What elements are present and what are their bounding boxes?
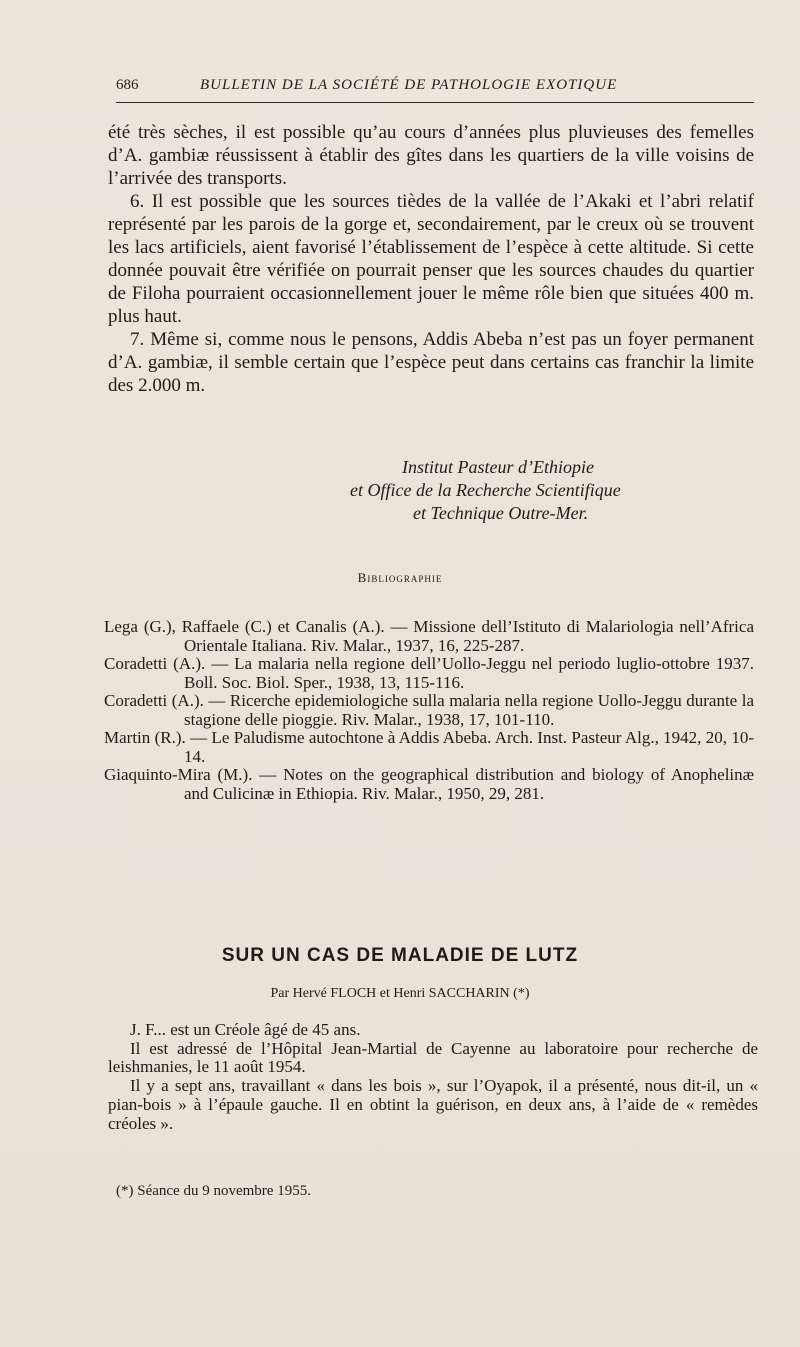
footnote: (*) Séance du 9 novembre 1955. xyxy=(116,1183,311,1199)
signature-line: Institut Pasteur d’Ethiopie xyxy=(402,457,594,477)
paragraph-6: 6. Il est possible que les sources tièdes de la vallée de l’Akaki et l’abri relatif représenté par les parois de la gorge et, secondairement, par le creux où se trouvent les lacs artificiels, aient favorisé l’établissement de l’espèce à cette altitude. Si cette donnée pouvait être vérifiée on pourrait penser que les sources chaudes du quartier de Filoha pourraient occasionnellement jouer le même rôle bien que situées 400 m. plus haut. xyxy=(108,191,754,327)
main-text xyxy=(108,121,754,397)
signature-line: et Office de la Recherche Scientifique xyxy=(350,480,621,500)
bibliography-entry: Coradetti (A.). — La malaria nella regione dell’Uollo-Jeggu nel periodo luglio-ottobre 1937. Boll. Soc. Biol. Sper., 1938, 13, 115-116. xyxy=(104,654,754,692)
paragraph-7: 7. Même si, comme nous le pensons, Addis Abeba n’est pas un foyer permanent d’A. gambiæ, il semble certain que l’espèce peut dans certains cas franchir la limite des 2.000 m. xyxy=(108,329,754,396)
article-paragraph: Il y a sept ans, travaillant « dans les bois », sur l’Oyapok, il a présenté, nous dit-il, un « pian-bois » à l’épaule gauche. Il en obtint la guérison, en deux ans, à l’aide de « remèdes créoles ». xyxy=(108,1076,758,1133)
bibliography-list xyxy=(104,618,754,803)
article-title: SUR UN CAS DE MALADIE DE LUTZ xyxy=(221,945,579,966)
bibliography-entry: Coradetti (A.). — Ricerche epidemiologiche sulla malaria nella regione Uollo-Jeggu durante la stagione delle pioggie. Riv. Malar., 1938, 17, 101-110. xyxy=(104,691,754,729)
bibliography-entry: Lega (G.), Raffaele (C.) et Canalis (A.). — Missione dell’Istituto di Malariologia nell’Africa Orientale Italiana. Riv. Malar., 1937, 16, 225-287. xyxy=(104,617,754,655)
article-paragraph: Il est adressé de l’Hôpital Jean-Martial de Cayenne au laboratoire pour recherche de leishmanies, le 11 août 1954. xyxy=(108,1038,758,1077)
page-header xyxy=(116,74,754,103)
signature-line: et Technique Outre-Mer. xyxy=(413,503,589,523)
article-body xyxy=(108,1021,758,1133)
bibliography-entry: Martin (R.). — Le Paludisme autochtone à Addis Abeba. Arch. Inst. Pasteur Alg., 1942, 20, 10-14. xyxy=(104,728,754,766)
page-number: 686 xyxy=(116,77,139,93)
running-title: BULLETIN DE LA SOCIÉTÉ DE PATHOLOGIE EXOTIQUE xyxy=(200,77,618,93)
article-authors: Par Hervé FLOCH et Henri SACCHARIN (*) xyxy=(270,986,530,1001)
paragraph-1: été très sèches, il est possible qu’au cours d’années plus pluvieuses des femelles d’A. gambiæ réussissent à établir des gîtes dans les quartiers de la ville voisins de l’arrivée des transports. xyxy=(108,122,754,189)
institution-signature xyxy=(350,456,760,525)
bibliography-heading: Bibliographie xyxy=(357,570,443,585)
bibliography-entry: Giaquinto-Mira (M.). — Notes on the geographical distribution and biology of Anophelinæ and Culicinæ in Ethiopia. Riv. Malar., 1950, 29, 281. xyxy=(104,765,754,803)
article-paragraph: J. F... est un Créole âgé de 45 ans. xyxy=(130,1020,361,1039)
